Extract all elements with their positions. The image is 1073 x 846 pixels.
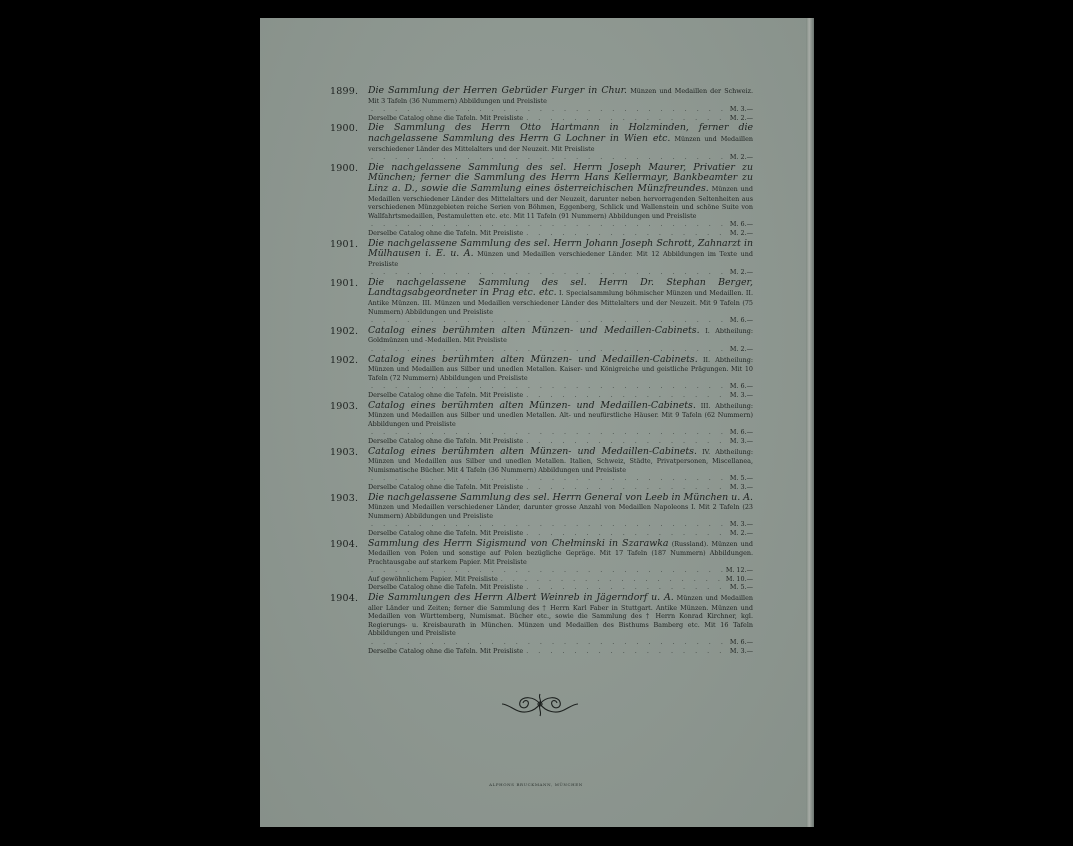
entry-price: M. 3.— xyxy=(729,105,753,114)
entry-year: 1903. xyxy=(330,446,359,458)
variant-price: M. 5.— xyxy=(729,583,753,592)
entry-price: M. 6.— xyxy=(729,638,753,647)
entry-year: 1903. xyxy=(330,400,359,412)
variant-price: M. 3.— xyxy=(729,482,753,491)
variant-price: M. 3.— xyxy=(729,646,753,655)
entry-price: M. 3.— xyxy=(729,520,753,529)
dot-leader xyxy=(371,268,727,277)
entry-variant-line xyxy=(368,229,753,238)
entry-year: 1902. xyxy=(330,354,359,366)
entry-price-line xyxy=(368,638,753,647)
catalog-entry xyxy=(330,401,753,446)
entry-price: M. 2.— xyxy=(729,345,753,354)
entry-variant-line xyxy=(368,583,753,592)
catalog-entry xyxy=(330,163,753,238)
entry-description: I. Specialsammlung böhmischer Münzen und Medaillen. II. Antike Münzen. III. Münzen und Medaillen verschiedener Länder des Mittelalters und der Neuzeit. Mit 9 Tafeln (75 Nummern) Abbildungen und Preisliste xyxy=(368,289,753,316)
entry-body xyxy=(368,539,753,593)
dot-leader xyxy=(371,520,727,529)
variant-text: Derselbe Catalog ohne die Tafeln. Mit Preisliste xyxy=(368,113,524,122)
dot-leader xyxy=(526,437,727,446)
dot-leader xyxy=(526,229,727,238)
entry-year: 1903. xyxy=(330,492,359,504)
entry-price-line xyxy=(368,474,753,483)
entry-price: M. 5.— xyxy=(729,474,753,483)
entry-title: Die nachgelassene Sammlung des sel. Herrn Dr. Stephan Berger, Landtagsabgeordneter in Prag etc. etc. xyxy=(368,276,753,299)
variant-price: M. 2.— xyxy=(729,113,753,122)
entry-body xyxy=(368,447,753,492)
entry-description: Münzen und Medaillen verschiedener Länder des Mittelalters und der Neuzeit, darunter neben hervorragenden Seltenheiten aus verschiedenen Münzgebieten reiche Serien von Böhmen, Eggenberg, Schlick und Wallenstein und schöne Suite von Wallfahrtsmedaillen, Pestamuletten etc. etc. Mit 11 Tafeln (91 Nummern) Abbildungen und Preisliste xyxy=(368,184,753,220)
catalog-entry xyxy=(330,539,753,593)
entry-description: Münzen und Medaillen der Schweiz. Mit 3 Tafeln (36 Nummern) Abbildungen und Preisliste xyxy=(368,87,753,105)
entry-price: M. 6.— xyxy=(729,428,753,437)
dot-leader xyxy=(526,647,727,656)
entry-description: IV. Abtheilung: Münzen und Medaillen aus Silber und unedlen Metallen. Italien, Schweiz, Städte, Privatpersonen, Miscellanea, Numismatische Bücher. Mit 4 Tafeln (36 Nummern) Abbildungen und Preisliste xyxy=(368,447,753,474)
dot-leader xyxy=(526,483,727,492)
entry-body xyxy=(368,123,753,161)
entry-year: 1901. xyxy=(330,277,359,289)
entry-variant-line xyxy=(368,437,753,446)
entry-price-line xyxy=(368,566,753,575)
dot-leader xyxy=(371,638,727,647)
catalog-entry xyxy=(330,239,753,277)
entry-body xyxy=(368,355,753,400)
dot-leader xyxy=(371,316,727,325)
entry-price-line xyxy=(368,345,753,354)
entry-price: M. 6.— xyxy=(729,316,753,325)
entry-description: II. Abtheilung: Münzen und Medaillen aus Silber und unedlen Metallen. Kaiser- und Königreiche und geistliche Prägungen. Mit 10 Tafeln (72 Nummern) Abbildungen und Preisliste xyxy=(368,355,753,382)
catalog-entry xyxy=(330,493,753,538)
entry-body xyxy=(368,593,753,655)
entry-title: Catalog eines berühmten alten Münzen- und Medaillen-Cabinets. xyxy=(368,445,697,457)
entry-title: Die nachgelassene Sammlung des sel. Herrn General von Leeb in München u. A. xyxy=(368,491,753,503)
catalog-back-cover-page xyxy=(260,18,812,827)
entry-description: (Russland). Münzen und Medaillen von Polen und sonstige auf Polen bezügliche Gepräge. Mit 17 Tafeln (187 Nummern) Abbildungen. Prachtausgabe auf starkem Papier. Mit Preisliste xyxy=(368,539,753,566)
dot-leader xyxy=(371,220,727,229)
entry-title: Catalog eines berühmten alten Münzen- und Medaillen-Cabinets. xyxy=(368,324,700,336)
variant-text: Auf gewöhnlichem Papier. Mit Preisliste xyxy=(368,574,498,583)
printer-imprint: ALPHONS BRUCKMANN, MÜNCHEN xyxy=(489,782,583,787)
entry-year: 1904. xyxy=(330,538,359,550)
entry-price-line xyxy=(368,316,753,325)
variant-text: Derselbe Catalog ohne die Tafeln. Mit Preisliste xyxy=(368,482,524,491)
variant-price: M. 3.— xyxy=(729,391,753,399)
dot-leader xyxy=(526,391,727,400)
entry-variant-line xyxy=(368,529,753,538)
variant-text: Derselbe Catalog ohne die Tafeln. Mit Preisliste xyxy=(368,646,524,655)
entry-price-line xyxy=(368,220,753,229)
entry-description: I. Abtheilung: Goldmünzen und -Medaillen. Mit Preisliste xyxy=(368,326,753,345)
entry-year: 1900. xyxy=(330,162,359,174)
entry-price: M. 6.— xyxy=(729,220,753,229)
entry-description: Münzen und Medaillen verschiedener Länder des Mittelalters und der Neuzeit. Mit Preisliste xyxy=(368,134,753,153)
entry-title: Die Sammlungen des Herrn Albert Weinreb in Jägerndorf u. A. xyxy=(368,592,674,604)
entry-variant-line xyxy=(368,575,753,584)
dot-leader xyxy=(371,153,727,162)
variant-price: M. 2.— xyxy=(729,528,753,537)
entry-title: Die Sammlung des Herrn Otto Hartmann in Holzminden, ferner die nachgelassene Sammlung des Herrn G Lochner in Wien etc. xyxy=(368,122,753,144)
entry-price: M. 12.— xyxy=(725,566,753,575)
entry-year: 1899. xyxy=(330,86,359,97)
entry-price-line xyxy=(368,268,753,277)
catalog-entry xyxy=(330,278,753,325)
variant-price: M. 2.— xyxy=(729,228,753,237)
dot-leader xyxy=(501,575,723,584)
dot-leader xyxy=(371,105,727,114)
variant-price: M. 3.— xyxy=(729,436,753,445)
entry-title: Die nachgelassene Sammlung des sel. Herrn Johann Joseph Schrott, Zahnarzt in Mülhausen i. E. u. A. xyxy=(368,237,753,260)
entry-body xyxy=(368,401,753,446)
entry-price-line xyxy=(368,520,753,529)
dot-leader xyxy=(526,114,727,123)
catalog-entry-list xyxy=(330,86,753,656)
entry-year: 1904. xyxy=(330,593,359,605)
dot-leader xyxy=(371,428,727,437)
dot-leader xyxy=(371,566,723,575)
entry-price-line xyxy=(368,382,753,391)
entry-variant-line xyxy=(368,114,753,123)
entry-price-line xyxy=(368,105,753,114)
entry-body xyxy=(368,493,753,538)
entry-variant-line xyxy=(368,483,753,492)
entry-description: III. Abtheilung: Münzen und Medaillen aus Silber und unedlen Metallen. Alt- und neufürstliche Häuser. Mit 9 Tafeln (62 Nummern) Abbildungen und Preisliste xyxy=(368,401,754,428)
catalog-entry xyxy=(330,123,753,161)
entry-title: Die Sammlung der Herren Gebrüder Furger in Chur. xyxy=(368,85,628,96)
variant-text: Derselbe Catalog ohne die Tafeln. Mit Preisliste xyxy=(368,391,524,399)
entry-year: 1900. xyxy=(330,123,359,135)
entry-body xyxy=(368,278,753,325)
catalog-entry xyxy=(330,355,753,400)
entry-price-line xyxy=(368,153,753,162)
variant-text: Derselbe Catalog ohne die Tafeln. Mit Preisliste xyxy=(368,436,524,445)
variant-price: M. 10.— xyxy=(725,574,753,583)
entry-price-line xyxy=(368,428,753,437)
variant-text: Derselbe Catalog ohne die Tafeln. Mit Preisliste xyxy=(368,528,524,537)
catalog-entry xyxy=(330,593,753,655)
dot-leader xyxy=(526,583,727,592)
entry-body xyxy=(368,163,753,238)
entry-year: 1901. xyxy=(330,238,359,250)
entry-description: Münzen und Medaillen verschiedener Länder, darunter grosse Anzahl von Medaillen Napoleons I. Mit 2 Tafeln (23 Nummern) Abbildungen und Preisliste xyxy=(368,503,753,520)
entry-title: Catalog eines berühmten alten Münzen- und Medaillen-Cabinets. xyxy=(368,353,698,365)
entry-title: Catalog eines berühmten alten Münzen- und Medaillen-Cabinets. xyxy=(368,399,696,411)
entry-body xyxy=(368,86,753,122)
entry-description: Münzen und Medaillen verschiedener Länder. Mit 12 Abbildungen im Texte und Preisliste xyxy=(368,250,753,268)
entry-body xyxy=(368,326,753,354)
entry-body xyxy=(368,239,753,277)
entry-variant-line xyxy=(368,647,753,656)
dot-leader xyxy=(526,529,727,538)
entry-price: M. 2.— xyxy=(729,268,753,277)
variant-text: Derselbe Catalog ohne die Tafeln. Mit Preisliste xyxy=(368,583,524,592)
dot-leader xyxy=(371,345,727,354)
catalog-entry xyxy=(330,447,753,492)
entry-description: Münzen und Medaillen aller Länder und Zeiten; ferner die Sammlung des † Herrn Karl Faber in Stuttgart. Antike Münzen. Münzen und Medaillen von Württemberg, Numismat. Bücher etc., sowie die Sammlung des † Herrn Konrad Kirchner, kgl. Regierungs- u. Kreisbaurath in München. Münzen und Medaillen des Bisthums Bamberg etc. Mit 16 Tafeln Abbildungen und Preisliste xyxy=(368,594,753,638)
entry-variant-line xyxy=(368,391,753,400)
catalog-entry xyxy=(330,86,753,122)
variant-text: Derselbe Catalog ohne die Tafeln. Mit Preisliste xyxy=(368,228,524,237)
dot-leader xyxy=(371,474,727,483)
entry-price: M. 2.— xyxy=(729,153,753,162)
dot-leader xyxy=(371,382,727,391)
entry-year: 1902. xyxy=(330,325,359,337)
catalog-entry xyxy=(330,326,753,354)
ornament-flourish-icon xyxy=(500,686,580,722)
entry-title: Sammlung des Herrn Sigismund von Chełminski in Szarawka xyxy=(368,537,669,549)
entry-title: Die nachgelassene Sammlung des sel. Herrn Joseph Maurer, Privatier zu München; ferner die Sammlung des Herrn Hans Kellermayr, Bankbeamter zu Linz a. D., sowie die Sammlung eines österreichischen Münzfreundes. xyxy=(368,161,753,194)
page-spine-edge xyxy=(806,18,814,827)
entry-price: M. 6.— xyxy=(729,382,753,391)
